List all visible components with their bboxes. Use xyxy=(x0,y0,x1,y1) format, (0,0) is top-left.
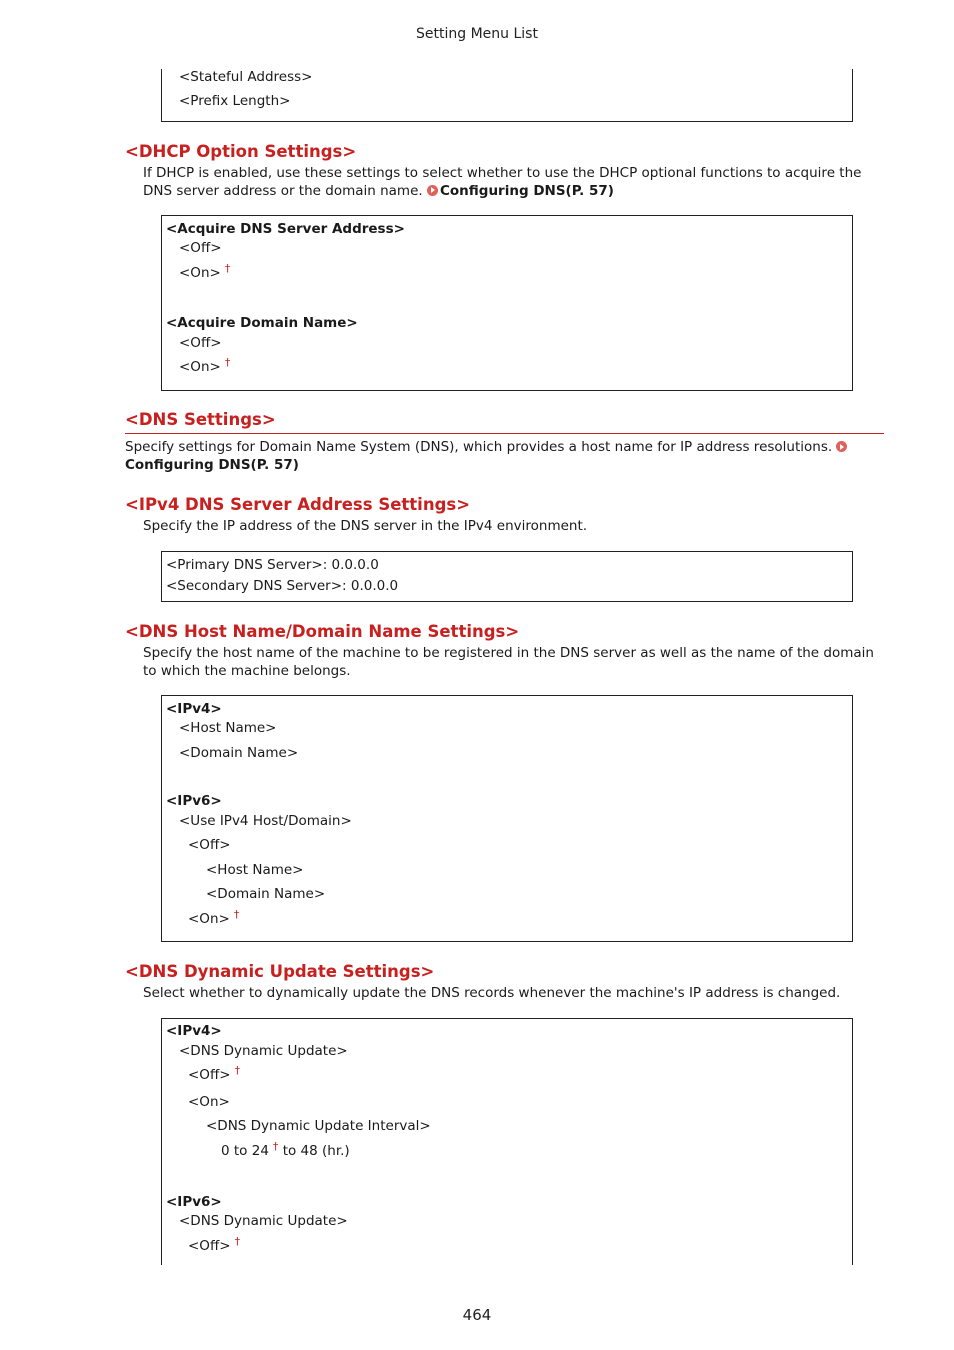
host-domain-heading: <DNS Host Name/Domain Name Settings> xyxy=(125,622,520,641)
dhcp-desc-line2 xyxy=(143,183,883,201)
domain-name-item: <Domain Name> xyxy=(179,745,299,761)
page-header: Setting Menu List xyxy=(416,26,538,42)
host-ipv6-label: <IPv6> xyxy=(166,793,222,809)
dns-dynamic-update-item: <DNS Dynamic Update> xyxy=(179,1043,348,1059)
ipv6-host-name-item: <Host Name> xyxy=(206,862,304,878)
configuring-dns-link[interactable]: Configuring DNS(P. 57) xyxy=(439,182,614,199)
dynamic-update-off-ipv6-label: <Off> xyxy=(188,1238,231,1254)
interval-range xyxy=(221,1140,350,1159)
dynamic-update-interval-item: <DNS Dynamic Update Interval> xyxy=(206,1118,431,1134)
link-arrow-icon xyxy=(427,185,438,196)
default-mark: † xyxy=(234,1235,241,1248)
dynamic-ipv6-label: <IPv6> xyxy=(166,1194,222,1210)
acquire-dns-off: <Off> xyxy=(179,240,222,256)
primary-dns-server: <Primary DNS Server>: 0.0.0.0 xyxy=(166,557,379,573)
host-desc-line1: Specify the host name of the machine to be registered in the DNS server as well as the name of the domain xyxy=(143,645,874,661)
prefix-length-item: <Prefix Length> xyxy=(179,93,291,109)
link-arrow-icon xyxy=(836,441,847,452)
dynamic-ipv4-label: <IPv4> xyxy=(166,1023,222,1039)
section-divider xyxy=(125,433,884,434)
dynamic-update-description: Select whether to dynamically update the DNS records whenever the machine's IP address is changed. xyxy=(143,985,841,1001)
dhcp-desc-line1: If DHCP is enabled, use these settings to select whether to use the DHCP optional functions to acquire the xyxy=(143,165,862,181)
page-number: 464 xyxy=(462,1306,492,1324)
acquire-domain-on-label: <On> xyxy=(179,359,221,375)
host-desc-line2: to which the machine belongs. xyxy=(143,662,351,679)
dynamic-update-heading: <DNS Dynamic Update Settings> xyxy=(125,962,435,981)
dns-dynamic-update-item-ipv6: <DNS Dynamic Update> xyxy=(179,1213,348,1229)
use-ipv4-on-label: <On> xyxy=(188,911,230,927)
acquire-domain-name-label: <Acquire Domain Name> xyxy=(166,315,358,331)
dns-desc-line1 xyxy=(125,439,883,457)
acquire-domain-on xyxy=(179,356,231,375)
ipv4-dns-description: Specify the IP address of the DNS server in the IPv4 environment. xyxy=(143,518,588,534)
dynamic-update-off-ipv6 xyxy=(188,1235,241,1254)
default-mark: † xyxy=(224,262,231,275)
host-name-item: <Host Name> xyxy=(179,720,277,736)
host-domain-description xyxy=(143,645,883,680)
dhcp-desc-text: DNS server address or the domain name. xyxy=(143,182,427,199)
dynamic-update-off-label: <Off> xyxy=(188,1067,231,1083)
use-ipv4-host-domain: <Use IPv4 Host/Domain> xyxy=(179,813,352,829)
interval-range-end: to 48 (hr.) xyxy=(278,1143,350,1159)
default-mark: † xyxy=(233,908,240,921)
dns-desc-line2 xyxy=(125,457,883,475)
dynamic-update-off xyxy=(188,1064,241,1083)
secondary-dns-server: <Secondary DNS Server>: 0.0.0.0 xyxy=(166,578,399,594)
dns-settings-heading: <DNS Settings> xyxy=(125,410,276,429)
default-mark: † xyxy=(224,356,231,369)
acquire-domain-off: <Off> xyxy=(179,335,222,351)
configuring-dns-link[interactable]: Configuring DNS(P. 57) xyxy=(125,456,299,473)
default-mark: † xyxy=(234,1064,241,1077)
dhcp-option-description xyxy=(143,165,883,200)
host-ipv4-label: <IPv4> xyxy=(166,701,222,717)
dhcp-option-box xyxy=(161,215,853,391)
dns-desc-text: Specify settings for Domain Name System (DNS), which provides a host name for IP address resolutions. xyxy=(125,439,837,455)
ipv6-domain-name-item: <Domain Name> xyxy=(206,886,326,902)
dns-settings-description xyxy=(125,439,883,474)
use-ipv4-on xyxy=(188,908,240,927)
dhcp-option-heading: <DHCP Option Settings> xyxy=(125,142,357,161)
dynamic-update-on: <On> xyxy=(188,1094,230,1110)
ipv4-dns-heading: <IPv4 DNS Server Address Settings> xyxy=(125,495,471,514)
use-ipv4-off: <Off> xyxy=(188,837,231,853)
acquire-dns-on-label: <On> xyxy=(179,265,221,281)
default-mark: † xyxy=(272,1140,279,1153)
acquire-dns-on xyxy=(179,262,231,281)
interval-range-start: 0 to 24 xyxy=(221,1143,269,1159)
acquire-dns-server-label: <Acquire DNS Server Address> xyxy=(166,221,405,237)
stateful-address-item: <Stateful Address> xyxy=(179,69,313,85)
